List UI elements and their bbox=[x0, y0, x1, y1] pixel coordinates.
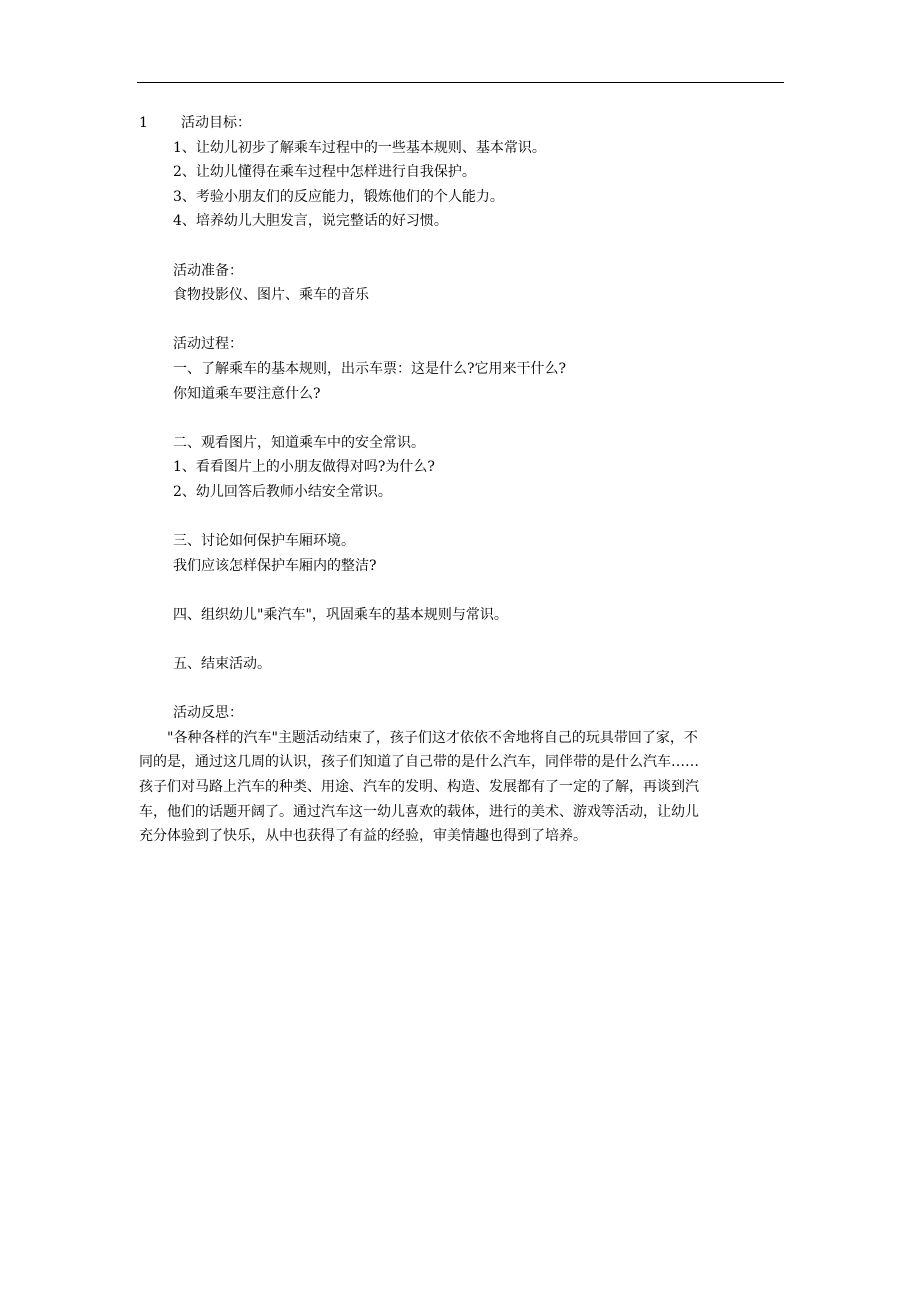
reflection-line: 充分体验到了快乐，从中也获得了有益的经验，审美情趣也得到了培养。 bbox=[139, 828, 587, 845]
prep-text: 食物投影仪、图片、乘车的音乐 bbox=[173, 287, 369, 304]
process-step-2: 二、观看图片，知道乘车中的安全常识。 bbox=[173, 434, 425, 451]
goals-heading: 活动目标： bbox=[181, 115, 251, 131]
process-step-2-detail: 2、幼儿回答后教师小结安全常识。 bbox=[173, 483, 392, 500]
process-step-2-detail: 1、看看图片上的小朋友做得对吗?为什么? bbox=[173, 459, 435, 476]
reflection-line: "各种各样的汽车"主题活动结束了，孩子们这才依依不舍地将自己的玩具带回了家，不 bbox=[167, 729, 698, 746]
goal-item: 3、考验小朋友们的反应能力，锻炼他们的个人能力。 bbox=[173, 188, 504, 205]
process-step-1: 一、了解乘车的基本规则，出示车票：这是什么?它用来干什么? bbox=[173, 360, 567, 377]
process-step-1-detail: 你知道乘车要注意什么? bbox=[173, 385, 321, 402]
reflection-line: 车，他们的话题开阔了。通过汽车这一幼儿喜欢的载体，进行的美术、游戏等活动，让幼儿 bbox=[139, 803, 699, 820]
prep-heading: 活动准备： bbox=[173, 262, 243, 279]
header-rule bbox=[137, 82, 784, 83]
goal-item: 1、让幼儿初步了解乘车过程中的一些基本规则、基本常识。 bbox=[173, 139, 546, 156]
reflection-line: 同的是，通过这几周的认识，孩子们知道了自己带的是什么汽车，同伴带的是什么汽车…… bbox=[139, 754, 699, 771]
document-body bbox=[139, 111, 785, 849]
process-step-3-detail: 我们应该怎样保护车厢内的整洁? bbox=[173, 557, 377, 574]
goals-heading-line bbox=[139, 111, 785, 136]
process-step-4: 四、组织幼儿"乘汽车"，巩固乘车的基本规则与常识。 bbox=[173, 606, 508, 623]
process-heading: 活动过程： bbox=[173, 336, 243, 353]
goal-item: 4、培养幼儿大胆发言，说完整话的好习惯。 bbox=[173, 213, 448, 230]
process-step-5: 五、结束活动。 bbox=[173, 656, 271, 673]
reflection-heading: 活动反思： bbox=[173, 705, 243, 722]
goal-item: 2、让幼儿懂得在乘车过程中怎样进行自我保护。 bbox=[173, 164, 476, 181]
reflection-line: 孩子们对马路上汽车的种类、用途、汽车的发明、构造、发展都有了一定的了解，再谈到汽 bbox=[139, 779, 699, 796]
section-number: 1 bbox=[139, 115, 148, 131]
process-step-3: 三、讨论如何保护车厢环境。 bbox=[173, 533, 355, 550]
